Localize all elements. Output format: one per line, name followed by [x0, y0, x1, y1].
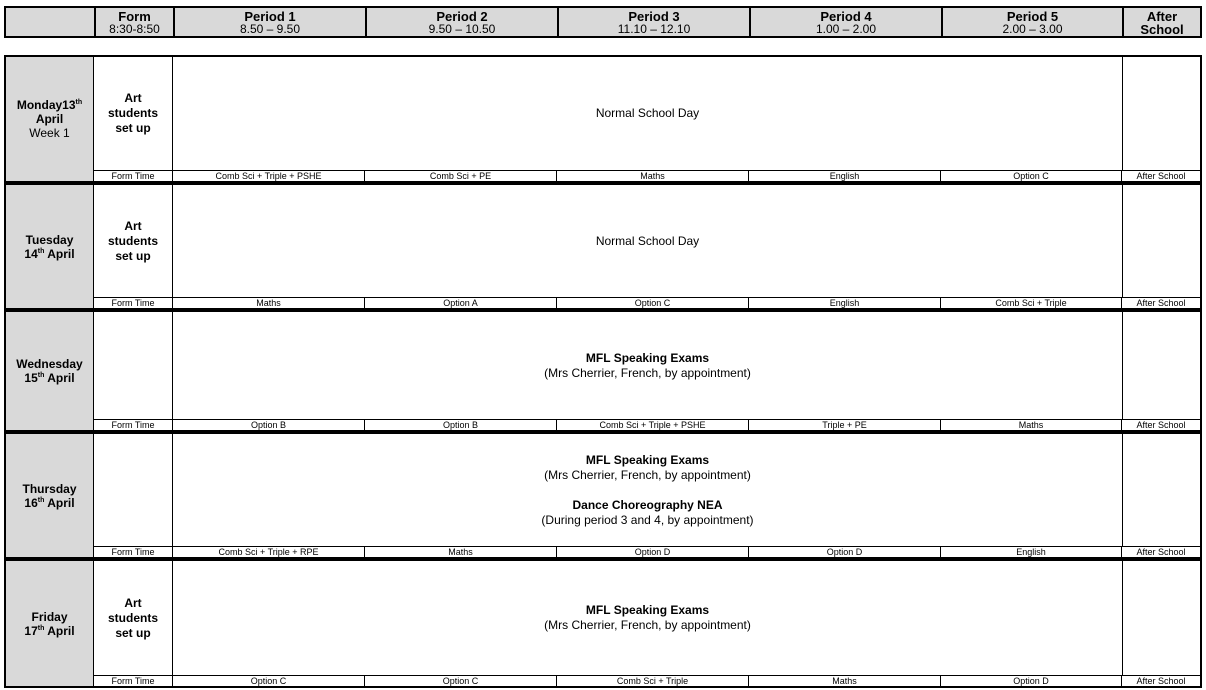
day-thursday: [4, 432, 94, 559]
header-period-2: [365, 6, 557, 38]
header-period-4: [749, 6, 941, 38]
header-after-school: [1122, 6, 1202, 38]
form-note-tuesday: [94, 183, 173, 298]
subject-monday-p4: English: [749, 171, 941, 183]
day-tuesday-name: Tuesday: [25, 232, 74, 247]
day-wednesday-date: 15: [24, 371, 38, 385]
after-monday: [1122, 55, 1202, 171]
subject-friday-p1: Option C: [173, 676, 365, 688]
subject-thursday-p2: Maths: [365, 547, 557, 559]
day-friday-suffix: th: [37, 624, 45, 632]
subject-tuesday-p4: English: [749, 298, 941, 310]
header-period-5-title: Period 5: [1006, 9, 1059, 24]
form-note-thursday: [94, 432, 173, 547]
main-friday: [173, 559, 1122, 676]
form-note-monday: [94, 55, 173, 171]
day-monday: [4, 55, 94, 183]
main-thursday-heading-2: Dance Choreography NEA: [572, 497, 723, 512]
after-tuesday: [1122, 183, 1202, 298]
subject-monday-p1: Comb Sci + Triple + PSHE: [173, 171, 365, 183]
day-wednesday-name: Wednesday: [16, 357, 83, 371]
subject-monday-p3: Maths: [557, 171, 749, 183]
form-note-friday: [94, 559, 173, 676]
form-note-monday-text: Art students set up: [107, 91, 158, 135]
day-friday-month: April: [44, 623, 75, 638]
main-wednesday-text: (Mrs Cherrier, French, by appointment): [544, 365, 751, 380]
header-form: [94, 6, 173, 38]
header-period-5: [941, 6, 1122, 38]
after-thursday: [1122, 432, 1202, 547]
day-thursday-date: 16: [24, 495, 38, 510]
subject-monday-form: Form Time: [94, 171, 173, 183]
header-form-time: 8:30-8:50: [109, 22, 160, 36]
subject-thursday-p1: Comb Sci + Triple + RPE: [173, 547, 365, 559]
day-tuesday-suffix: th: [37, 247, 45, 255]
subject-wednesday-p3: Comb Sci + Triple + PSHE: [557, 420, 749, 432]
main-friday-text: (Mrs Cherrier, French, by appointment): [544, 618, 751, 632]
header-form-title: Form: [118, 9, 151, 24]
day-monday-month: April: [35, 112, 64, 126]
main-tuesday: [173, 183, 1122, 298]
subject-tuesday-p5: Comb Sci + Triple: [941, 298, 1122, 310]
day-monday-week: Week 1: [29, 126, 70, 140]
header-after-title: After: [1146, 9, 1178, 24]
form-note-tuesday-text: Art students set up: [107, 218, 158, 263]
subject-friday-p5: Option D: [941, 676, 1122, 688]
subject-tuesday-p2: Option A: [365, 298, 557, 310]
main-friday-heading: MFL Speaking Exams: [585, 603, 710, 617]
after-friday: [1122, 559, 1202, 676]
day-thursday-name: Thursday: [22, 481, 77, 496]
subject-tuesday-after: After School: [1122, 298, 1202, 310]
subject-wednesday-form: Form Time: [94, 420, 173, 432]
header-period-1-time: 8.50 – 9.50: [239, 22, 301, 36]
after-wednesday: [1122, 310, 1202, 420]
header-period-4-title: Period 4: [820, 9, 872, 24]
subject-thursday-p5: English: [941, 547, 1122, 559]
day-tuesday-month: April: [44, 246, 75, 261]
day-tuesday: [4, 183, 94, 310]
subject-friday-p3: Comb Sci + Triple: [557, 676, 749, 688]
subject-thursday-after: After School: [1122, 547, 1202, 559]
day-friday: [4, 559, 94, 688]
day-friday-name: Friday: [31, 609, 68, 624]
form-note-friday-text: Art students set up: [107, 595, 158, 640]
subject-thursday-p3: Option D: [557, 547, 749, 559]
day-wednesday: [4, 310, 94, 432]
day-friday-date: 17: [24, 623, 38, 638]
subject-friday-form: Form Time: [94, 676, 173, 688]
day-wednesday-suffix: th: [37, 372, 45, 379]
form-note-wednesday: [94, 310, 173, 420]
main-tuesday-text: Normal School Day: [595, 233, 700, 248]
subject-wednesday-after: After School: [1122, 420, 1202, 432]
header-period-3-title: Period 3: [628, 9, 680, 24]
subject-monday-after: After School: [1122, 171, 1202, 183]
subject-wednesday-p5: Maths: [941, 420, 1122, 432]
header-period-3-time: 11.10 – 12.10: [617, 22, 691, 36]
main-thursday-text: (Mrs Cherrier, French, by appointment): [544, 467, 751, 482]
subject-wednesday-p1: Option B: [173, 420, 365, 432]
header-period-4-time: 1.00 – 2.00: [815, 22, 877, 36]
main-wednesday: [173, 310, 1122, 420]
main-monday: [173, 55, 1122, 171]
day-thursday-suffix: th: [37, 496, 45, 504]
day-wednesday-month: April: [44, 371, 75, 385]
subject-tuesday-p3: Option C: [557, 298, 749, 310]
subject-tuesday-form: Form Time: [94, 298, 173, 310]
subject-monday-p5: Option C: [941, 171, 1122, 183]
header-period-2-title: Period 2: [436, 9, 488, 24]
subject-friday-p4: Maths: [749, 676, 941, 688]
main-monday-text: Normal School Day: [595, 106, 700, 120]
subject-monday-p2: Comb Sci + PE: [365, 171, 557, 183]
header-period-5-time: 2.00 – 3.00: [1002, 22, 1063, 36]
header-period-1-title: Period 1: [244, 9, 296, 24]
subject-thursday-form: Form Time: [94, 547, 173, 559]
header-period-2-time: 9.50 – 10.50: [428, 22, 496, 36]
main-thursday-heading: MFL Speaking Exams: [585, 452, 710, 467]
subject-tuesday-p1: Maths: [173, 298, 365, 310]
subject-thursday-p4: Option D: [749, 547, 941, 559]
header-corner-cell: [4, 6, 94, 38]
day-monday-name: Monday13: [16, 98, 76, 112]
header-after-sub: School: [1140, 22, 1184, 37]
main-wednesday-heading: MFL Speaking Exams: [585, 350, 710, 365]
header-period-1: [173, 6, 365, 38]
subject-wednesday-p2: Option B: [365, 420, 557, 432]
day-tuesday-date: 14: [24, 246, 38, 261]
main-thursday-text-2: (During period 3 and 4, by appointment): [541, 512, 754, 527]
day-thursday-month: April: [44, 495, 75, 510]
subject-wednesday-p4: Triple + PE: [749, 420, 941, 432]
subject-friday-after: After School: [1122, 676, 1202, 688]
header-period-3: [557, 6, 749, 38]
subject-friday-p2: Option C: [365, 676, 557, 688]
day-monday-suffix: th: [75, 99, 83, 106]
main-thursday: [173, 432, 1122, 547]
